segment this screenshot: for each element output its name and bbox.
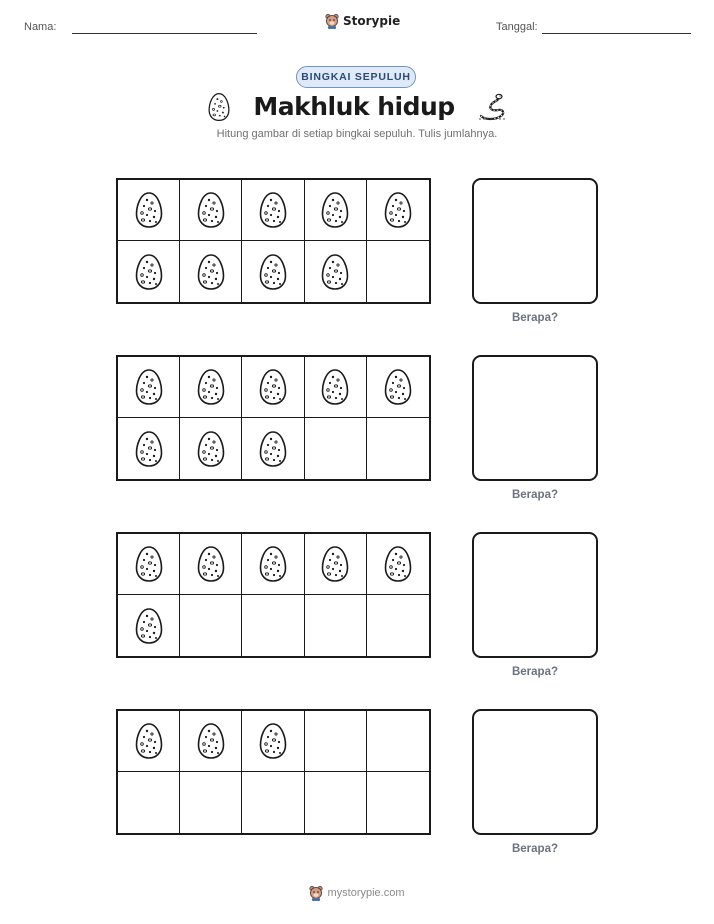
date-field-line[interactable] bbox=[542, 33, 691, 34]
egg-icon bbox=[134, 253, 164, 291]
ten-frame-cell bbox=[180, 180, 242, 241]
egg-icon bbox=[134, 430, 164, 468]
ten-frame-cell bbox=[367, 180, 429, 241]
ten-frame bbox=[116, 178, 431, 304]
ten-frame-cell bbox=[367, 711, 429, 772]
ten-frame-cell bbox=[180, 595, 242, 656]
ten-frame-cell bbox=[305, 711, 367, 772]
brand-name: Storypie bbox=[343, 14, 401, 28]
ten-frame-cell bbox=[180, 418, 242, 479]
ten-frame-cell bbox=[305, 180, 367, 241]
bear-icon bbox=[309, 885, 323, 901]
name-label: Nama: bbox=[24, 21, 57, 33]
egg-icon bbox=[258, 545, 288, 583]
ten-frame-cell bbox=[180, 357, 242, 418]
ten-frame-cell bbox=[180, 534, 242, 595]
ten-frame-cell bbox=[305, 772, 367, 833]
ten-frame-cell bbox=[242, 241, 304, 302]
instructions: Hitung gambar di setiap bingkai sepuluh. Tulis jumlahnya. bbox=[216, 128, 498, 140]
ten-frame-cell bbox=[305, 357, 367, 418]
answer-label: Berapa? bbox=[511, 843, 559, 855]
date-label: Tanggal: bbox=[496, 21, 538, 33]
brand-logo bbox=[325, 13, 400, 29]
egg-icon bbox=[383, 368, 413, 406]
egg-icon bbox=[196, 191, 226, 229]
egg-icon bbox=[320, 253, 350, 291]
answer-box[interactable] bbox=[472, 355, 598, 481]
egg-icon bbox=[134, 545, 164, 583]
ten-frame-cell bbox=[118, 418, 180, 479]
ten-frame-cell bbox=[367, 418, 429, 479]
ten-frame-cell bbox=[180, 711, 242, 772]
egg-icon bbox=[383, 191, 413, 229]
ten-frame-cell bbox=[242, 534, 304, 595]
footer-url: mystorypie.com bbox=[327, 887, 405, 899]
answer-box[interactable] bbox=[472, 709, 598, 835]
ten-frame-cell bbox=[118, 772, 180, 833]
worksheet-header bbox=[0, 0, 714, 50]
ten-frame-cell bbox=[118, 241, 180, 302]
egg-icon bbox=[320, 191, 350, 229]
ten-frame-cell bbox=[367, 772, 429, 833]
egg-icon bbox=[258, 191, 288, 229]
ten-frame-cell bbox=[118, 711, 180, 772]
ten-frame-cell bbox=[242, 357, 304, 418]
egg-icon bbox=[196, 545, 226, 583]
ten-frame-cell bbox=[367, 241, 429, 302]
ten-frame-cell bbox=[118, 180, 180, 241]
ten-frame-cell bbox=[305, 241, 367, 302]
answer-label: Berapa? bbox=[511, 489, 559, 501]
ten-frame-cell bbox=[367, 357, 429, 418]
ten-frame bbox=[116, 355, 431, 481]
ten-frame-cell bbox=[367, 534, 429, 595]
egg-icon bbox=[134, 722, 164, 760]
ten-frame-cell bbox=[305, 595, 367, 656]
ten-frame-cell bbox=[305, 534, 367, 595]
egg-icon bbox=[196, 368, 226, 406]
page-title: Makhluk hidup bbox=[253, 92, 455, 121]
egg-icon bbox=[258, 722, 288, 760]
egg-icon bbox=[383, 545, 413, 583]
egg-icon bbox=[196, 722, 226, 760]
ten-frame-cell bbox=[367, 595, 429, 656]
answer-box[interactable] bbox=[472, 178, 598, 304]
snake-icon bbox=[477, 92, 507, 122]
egg-icon bbox=[207, 92, 231, 122]
ten-frame-cell bbox=[242, 711, 304, 772]
egg-icon bbox=[320, 545, 350, 583]
egg-icon bbox=[134, 191, 164, 229]
ten-frame-cell bbox=[118, 357, 180, 418]
egg-icon bbox=[320, 368, 350, 406]
egg-icon bbox=[134, 368, 164, 406]
section-badge: BINGKAI SEPULUH bbox=[296, 66, 416, 88]
ten-frame-cell bbox=[180, 241, 242, 302]
bear-icon bbox=[325, 13, 339, 29]
egg-icon bbox=[196, 430, 226, 468]
egg-icon bbox=[258, 368, 288, 406]
ten-frame-cell bbox=[242, 772, 304, 833]
egg-icon bbox=[258, 253, 288, 291]
ten-frame-cell bbox=[305, 418, 367, 479]
egg-icon bbox=[196, 253, 226, 291]
ten-frame-cell bbox=[118, 534, 180, 595]
ten-frame-cell bbox=[242, 180, 304, 241]
ten-frame-cell bbox=[242, 418, 304, 479]
ten-frame-cell bbox=[180, 772, 242, 833]
egg-icon bbox=[134, 607, 164, 645]
answer-label: Berapa? bbox=[511, 312, 559, 324]
footer bbox=[0, 885, 714, 901]
name-field-line[interactable] bbox=[72, 33, 257, 34]
answer-box[interactable] bbox=[472, 532, 598, 658]
ten-frame-cell bbox=[118, 595, 180, 656]
title-row bbox=[0, 91, 714, 123]
ten-frame bbox=[116, 709, 431, 835]
answer-label: Berapa? bbox=[511, 666, 559, 678]
ten-frame-cell bbox=[242, 595, 304, 656]
ten-frame bbox=[116, 532, 431, 658]
egg-icon bbox=[258, 430, 288, 468]
